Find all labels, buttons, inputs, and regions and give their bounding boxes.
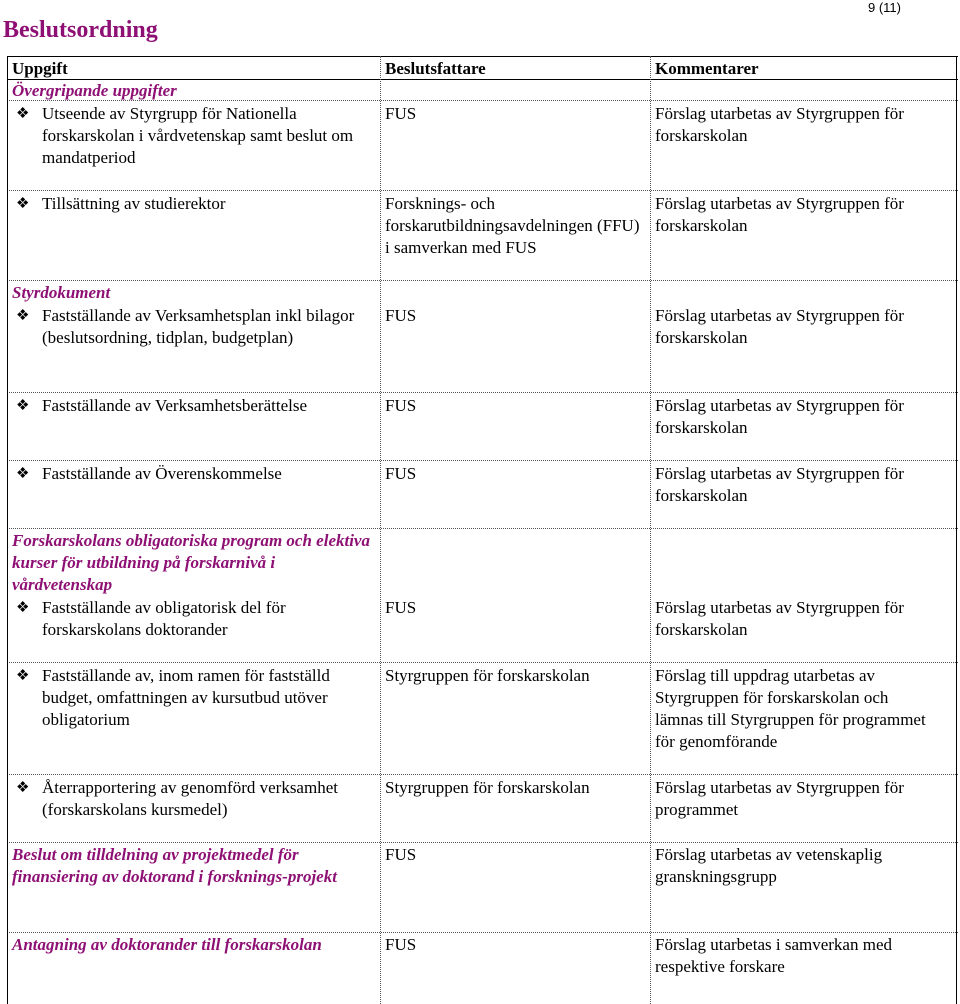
comment-cell: Förslag utarbetas av vetenskaplig granskningsgrupp bbox=[655, 845, 883, 886]
row-divider bbox=[7, 528, 958, 529]
section-task: Antagning av doktorander till forskarskolan bbox=[12, 935, 322, 954]
header-task: Uppgift bbox=[12, 59, 68, 78]
decider-cell: FUS bbox=[385, 935, 417, 954]
table-row bbox=[12, 103, 377, 169]
task-text: Tillsättning av studierektor bbox=[42, 194, 226, 213]
section-heading: Forskarskolans obligatoriska program och elektiva kurser för utbildning på forskarnivå i vårdvetenskap bbox=[12, 531, 370, 594]
task-text: Fastställande av obligatorisk del för forskarskolans doktorander bbox=[42, 598, 286, 639]
page-number: 9 (11) bbox=[868, 0, 901, 15]
decider-cell: FUS bbox=[385, 464, 417, 483]
task-text: Fastställande av, inom ramen för fastställd budget, omfattningen av kursutbud utöver obligatorium bbox=[42, 666, 330, 729]
task-text: Fastställande av Verksamhetsplan inkl bilagor (beslutsordning, tidplan, budgetplan) bbox=[42, 306, 355, 347]
comment-cell: Förslag utarbetas av Styrgruppen för forskarskolan bbox=[655, 598, 904, 639]
task-text: Fastställande av Verksamhetsberättelse bbox=[42, 396, 307, 415]
table-row bbox=[12, 193, 377, 215]
task-text: Utseende av Styrgrupp för Nationella forskarskolan i vårdvetenskap samt beslut om mandatperiod bbox=[42, 104, 354, 167]
comment-cell: Förslag utarbetas av Styrgruppen för forskarskolan bbox=[655, 306, 904, 347]
row-divider bbox=[7, 460, 958, 461]
decider-cell: Styrgruppen för forskarskolan bbox=[385, 778, 590, 797]
row-divider bbox=[7, 662, 958, 663]
table-row bbox=[12, 463, 377, 485]
task-cell bbox=[12, 305, 377, 349]
table-row bbox=[12, 395, 380, 417]
task-text: Fastställande av Överenskommelse bbox=[42, 464, 282, 483]
page-title: Beslutsordning bbox=[3, 17, 158, 43]
task-cell bbox=[12, 597, 377, 641]
decider-cell: Forsknings- och forskarutbildningsavdelningen (FFU) i samverkan med FUS bbox=[385, 194, 640, 257]
decision-table bbox=[7, 56, 958, 1004]
table-row bbox=[12, 665, 377, 731]
table-left-border bbox=[7, 56, 8, 1004]
comment-cell: Förslag utarbetas av Styrgruppen för programmet bbox=[655, 778, 904, 819]
comment-cell: Förslag utarbetas i samverkan med respektive forskare bbox=[655, 935, 892, 976]
header-comments: Kommentarer bbox=[655, 59, 759, 78]
diamond-bullet-icon: ❖ bbox=[16, 780, 30, 796]
row-divider bbox=[7, 932, 958, 933]
header-decider: Beslutsfattare bbox=[385, 59, 486, 78]
task-cell bbox=[12, 103, 377, 169]
comment-cell: Förslag utarbetas av Styrgruppen för forskarskolan bbox=[655, 396, 904, 437]
task-cell bbox=[12, 777, 377, 821]
decider-cell: FUS bbox=[385, 306, 417, 325]
comment-cell: Förslag utarbetas av Styrgruppen för forskarskolan bbox=[655, 194, 904, 235]
diamond-bullet-icon: ❖ bbox=[16, 308, 30, 324]
table-right-border bbox=[956, 56, 957, 1004]
task-cell bbox=[12, 193, 377, 215]
decider-cell: Styrgruppen för forskarskolan bbox=[385, 666, 590, 685]
row-divider bbox=[7, 190, 958, 191]
row-divider bbox=[7, 392, 958, 393]
task-text: Återrapportering av genomförd verksamhet (forskarskolans kursmedel) bbox=[42, 778, 338, 819]
decider-cell: FUS bbox=[385, 396, 417, 415]
diamond-bullet-icon: ❖ bbox=[16, 668, 30, 684]
comment-cell: Förslag utarbetas av Styrgruppen för forskarskolan bbox=[655, 464, 904, 505]
decider-cell: FUS bbox=[385, 845, 417, 864]
decider-cell: FUS bbox=[385, 598, 417, 617]
decider-cell: FUS bbox=[385, 104, 417, 123]
column-divider bbox=[650, 56, 651, 1004]
row-divider bbox=[7, 842, 958, 843]
diamond-bullet-icon: ❖ bbox=[16, 196, 30, 212]
diamond-bullet-icon: ❖ bbox=[16, 466, 30, 482]
column-divider bbox=[380, 56, 381, 1004]
task-cell bbox=[12, 395, 380, 417]
row-divider bbox=[7, 280, 958, 281]
diamond-bullet-icon: ❖ bbox=[16, 106, 30, 122]
comment-cell: Förslag till uppdrag utarbetas av Styrgruppen för forskarskolan och lämnas till Styrgruppen för programmet för genomförande bbox=[655, 666, 926, 751]
table-row bbox=[12, 597, 377, 641]
table-row bbox=[12, 305, 377, 349]
table-row bbox=[12, 777, 377, 821]
comment-cell: Förslag utarbetas av Styrgruppen för forskarskolan bbox=[655, 104, 904, 145]
diamond-bullet-icon: ❖ bbox=[16, 398, 30, 414]
section-heading: Övergripande uppgifter bbox=[12, 81, 177, 100]
task-cell bbox=[12, 665, 377, 731]
section-task: Beslut om tilldelning av projektmedel för finansiering av doktorand i forsknings-projekt bbox=[12, 845, 337, 886]
diamond-bullet-icon: ❖ bbox=[16, 600, 30, 616]
task-cell bbox=[12, 463, 377, 485]
table-top-border bbox=[7, 56, 958, 57]
row-divider bbox=[7, 774, 958, 775]
section-heading: Styrdokument bbox=[12, 283, 111, 302]
